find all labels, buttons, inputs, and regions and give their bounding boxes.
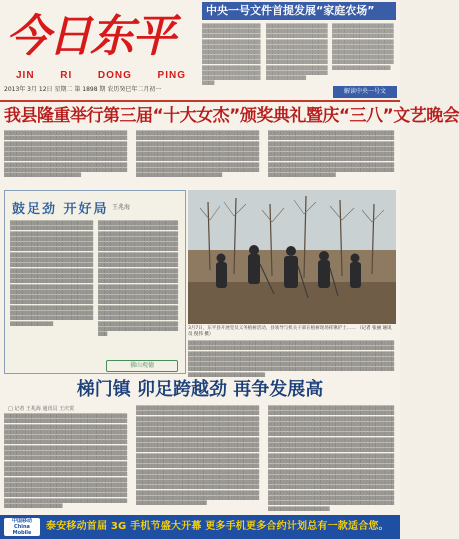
commentary-author: 王兆海 <box>112 204 131 211</box>
photo-credit: （记者 张丽 通讯员 倪伟 摄） <box>188 326 392 337</box>
top-story-text-col-3: ▒▒▒▒▒▒▒▒▒▒▒▒▒▒▒▒▒▒▒▒▒▒▒▒▒▒▒▒▒▒▒▒▒▒▒▒▒▒▒▒▒▒▒▒▒▒▒▒▒▒▒▒▒▒▒▒▒▒▒▒▒▒▒▒▒▒▒▒▒▒▒▒▒▒▒▒▒▒▒▒▒▒▒▒▒▒▒▒▒▒▒▒▒▒▒▒▒▒▒▒▒▒▒▒▒▒▒▒▒▒▒▒▒▒▒▒▒▒▒▒▒▒▒▒▒▒▒▒▒▒▒▒▒▒▒▒▒▒▒▒▒▒▒▒▒▒▒▒▒▒▒▒▒▒▒▒▒▒▒▒▒▒▒▒▒▒▒▒▒▒▒▒▒▒▒▒▒▒▒ <box>332 23 394 70</box>
top-story-text-col-1: ▒▒▒▒▒▒▒▒▒▒▒▒▒▒▒▒▒▒▒▒▒▒▒▒▒▒▒▒▒▒▒▒▒▒▒▒▒▒▒▒▒▒▒▒▒▒▒▒▒▒▒▒▒▒▒▒▒▒▒▒▒▒▒▒▒▒▒▒▒▒▒▒▒▒▒▒▒▒▒▒▒▒▒▒▒▒▒▒▒▒▒▒▒▒▒▒▒▒▒▒▒▒▒▒▒▒▒▒▒▒▒▒▒▒▒▒▒▒▒▒▒▒▒▒▒▒▒▒▒▒▒▒▒▒▒▒▒▒▒▒▒▒▒▒▒▒▒▒▒▒▒▒▒▒▒▒▒▒▒▒▒▒▒▒▒▒▒▒▒▒▒▒▒▒▒▒▒▒▒▒▒▒▒▒▒▒▒▒▒▒▒▒▒▒▒▒▒▒▒▒▒▒▒▒▒▒▒▒▒▒▒▒▒ <box>202 23 261 86</box>
commentary-title[interactable]: 鼓足劲 开好局 <box>12 202 109 217</box>
second-story-text-col-2: ▒▒▒▒▒▒▒▒▒▒▒▒▒▒▒▒▒▒▒▒▒▒▒▒▒▒▒▒▒▒▒▒▒▒▒▒▒▒▒▒▒▒▒▒▒▒▒▒▒▒▒▒▒▒▒▒▒▒▒▒▒▒▒▒▒▒▒▒▒▒▒▒▒▒▒▒▒▒▒▒▒▒▒▒▒▒▒▒▒▒▒▒▒▒▒▒▒▒▒▒▒▒▒▒▒▒▒▒▒▒▒▒▒▒▒▒▒▒▒▒▒▒▒▒▒▒▒▒▒▒▒▒▒▒▒▒▒▒▒▒▒▒▒▒▒▒▒▒▒▒▒▒▒▒▒▒▒▒▒▒▒▒▒▒▒▒▒▒▒▒▒▒▒▒▒▒▒▒▒▒▒▒▒▒▒▒▒▒▒▒▒▒▒▒▒▒▒▒▒▒▒▒▒▒▒▒▒▒▒▒▒▒▒▒▒▒▒▒▒▒▒▒▒▒▒▒▒▒▒▒▒▒▒▒▒▒▒▒▒▒▒▒▒▒▒▒▒▒▒▒▒▒▒▒▒▒▒▒▒▒▒▒▒▒▒▒▒▒▒▒▒▒▒▒▒▒▒▒▒▒▒▒▒▒▒▒▒▒▒▒▒▒▒▒▒▒▒▒▒▒▒▒▒▒▒▒▒▒▒▒▒▒▒▒▒▒▒▒▒▒▒▒▒▒▒▒▒▒▒▒▒▒▒▒▒▒▒▒▒▒▒▒▒▒▒▒▒▒▒▒▒▒▒▒▒▒▒▒▒▒▒▒▒▒▒▒▒▒▒▒▒▒▒▒▒▒▒▒▒▒▒▒▒▒▒▒▒▒▒▒▒▒▒▒▒▒▒▒▒▒▒▒▒▒▒▒▒▒▒▒▒▒▒▒▒▒▒▒▒▒▒▒▒▒▒▒▒▒▒▒▒▒▒▒▒▒▒▒▒▒▒▒▒▒▒▒▒▒▒▒▒▒▒▒▒▒▒▒▒▒▒▒▒▒▒▒▒▒▒▒▒▒▒▒▒▒▒▒▒▒▒▒▒▒▒▒▒▒▒▒▒▒▒▒▒▒▒▒▒▒▒▒▒▒▒▒▒▒▒▒▒▒▒▒▒▒▒▒▒▒▒▒▒▒▒▒▒▒▒▒▒▒▒▒▒▒▒▒▒▒▒▒▒▒▒▒▒▒▒▒▒▒▒▒▒▒▒▒▒▒▒▒▒▒▒▒▒▒▒▒▒▒▒▒▒▒▒▒▒▒▒▒▒▒▒▒▒▒▒▒▒▒▒▒▒▒▒▒▒▒▒▒▒▒▒▒▒▒▒▒▒▒▒▒▒▒▒▒▒▒▒▒▒▒▒▒▒▒▒▒▒▒▒▒▒▒▒▒▒▒▒▒▒▒▒▒▒▒▒▒▒▒▒▒▒▒▒▒▒▒▒▒▒▒▒▒▒▒▒▒▒▒▒▒▒▒▒▒▒▒▒▒▒▒▒▒▒▒▒▒▒▒▒▒▒▒▒▒▒▒▒▒▒▒▒▒▒▒▒▒▒▒▒▒▒▒▒▒▒▒▒▒▒▒▒▒▒▒▒▒▒▒▒▒▒▒▒▒▒▒▒▒▒ <box>136 405 260 506</box>
photo-caption-text-body: ▒▒▒▒▒▒▒▒▒▒▒▒▒▒▒▒▒▒▒▒▒▒▒▒▒▒▒▒▒▒▒▒▒▒▒▒▒▒▒▒▒▒▒▒▒▒▒▒▒▒▒▒▒▒▒▒▒▒▒▒▒▒▒▒▒▒▒▒▒▒▒▒▒▒▒▒▒▒▒▒▒▒▒▒▒▒▒▒▒▒▒▒▒▒▒▒▒▒▒▒▒▒▒▒▒▒▒▒▒▒▒▒▒▒▒▒▒▒▒▒▒▒▒▒▒▒▒▒▒▒▒▒▒▒▒▒▒▒▒▒▒▒▒▒▒▒▒▒▒▒▒▒▒▒▒▒▒▒▒▒▒▒▒▒▒▒▒▒▒▒▒▒▒▒▒▒▒▒▒▒▒▒▒▒▒▒▒▒▒▒▒▒▒▒▒▒▒▒▒▒▒▒▒▒▒▒▒▒▒▒▒▒▒▒▒▒▒▒▒▒▒▒▒▒▒▒▒▒▒▒▒▒▒▒▒▒▒▒▒▒▒▒▒▒▒▒▒▒▒▒▒▒▒▒▒▒▒▒▒▒▒▒▒▒▒▒▒▒▒▒▒▒▒▒▒▒▒▒▒▒▒▒▒▒▒▒▒▒▒▒▒▒▒▒▒▒▒▒▒▒▒▒▒▒▒▒▒▒▒▒▒▒▒▒▒▒▒▒▒▒▒▒▒▒▒▒▒▒▒▒▒▒▒▒▒▒▒▒▒▒▒▒▒▒▒▒▒▒▒▒▒▒▒▒▒▒▒▒▒▒▒▒▒▒▒▒▒▒▒▒▒▒▒▒▒▒▒▒▒▒▒▒▒▒▒▒▒▒▒▒▒▒▒▒▒▒▒▒▒▒▒▒▒▒▒▒▒▒▒▒▒▒▒▒▒▒▒▒▒▒▒▒▒▒▒▒▒ <box>188 340 395 377</box>
photo-caption-text: 3月7日，东平县开展党员义务植树活动，县领导与机关干部在植树现场挥锹铲土…… <box>188 326 356 331</box>
main-headline[interactable]: 我县隆重举行第三届“十大女杰”颁奖典礼暨庆“三八”文艺晚会 <box>4 106 459 126</box>
ad-text[interactable]: 泰安移动首届 3G 手机节盛大开幕 更多手机更多合约计划总有一款适合您。 <box>46 521 389 532</box>
china-mobile-logo: 中国移动 China Mobile <box>4 518 40 536</box>
photo-caption <box>188 326 396 337</box>
pinyin-4: PING <box>157 70 186 81</box>
main-story-text-col-1: ▒▒▒▒▒▒▒▒▒▒▒▒▒▒▒▒▒▒▒▒▒▒▒▒▒▒▒▒▒▒▒▒▒▒▒▒▒▒▒▒▒▒▒▒▒▒▒▒▒▒▒▒▒▒▒▒▒▒▒▒▒▒▒▒▒▒▒▒▒▒▒▒▒▒▒▒▒▒▒▒▒▒▒▒▒▒▒▒▒▒▒▒▒▒▒▒▒▒▒▒▒▒▒▒▒▒▒▒▒▒▒▒▒▒▒▒▒▒▒▒▒▒▒▒▒▒▒▒▒▒▒▒▒▒▒▒▒▒▒▒▒▒▒▒▒▒▒▒▒▒▒▒▒▒▒▒▒▒▒▒▒▒▒▒▒▒▒▒▒▒▒▒▒▒▒▒▒▒▒▒▒▒▒▒▒▒▒▒▒▒▒▒▒▒▒▒▒▒▒▒▒▒▒▒▒▒▒▒▒▒▒▒▒▒▒▒▒▒▒▒▒▒▒▒▒▒▒▒▒▒▒▒▒▒▒▒▒▒▒▒▒▒▒▒▒▒▒▒▒▒▒▒▒▒▒▒▒▒▒▒▒▒▒▒▒▒▒▒▒▒▒▒▒▒▒▒▒▒▒▒▒▒▒▒▒▒▒▒▒▒▒▒▒▒▒▒▒▒▒▒▒▒▒▒▒▒▒▒▒▒▒▒▒▒▒▒▒▒▒▒▒▒▒▒▒▒▒▒▒▒▒▒▒▒▒▒▒▒▒▒▒▒▒▒▒ <box>4 130 128 178</box>
commentary-text-col-2: ▒▒▒▒▒▒▒▒▒▒▒▒▒▒▒▒▒▒▒▒▒▒▒▒▒▒▒▒▒▒▒▒▒▒▒▒▒▒▒▒▒▒▒▒▒▒▒▒▒▒▒▒▒▒▒▒▒▒▒▒▒▒▒▒▒▒▒▒▒▒▒▒▒▒▒▒▒▒▒▒▒▒▒▒▒▒▒▒▒▒▒▒▒▒▒▒▒▒▒▒▒▒▒▒▒▒▒▒▒▒▒▒▒▒▒▒▒▒▒▒▒▒▒▒▒▒▒▒▒▒▒▒▒▒▒▒▒▒▒▒▒▒▒▒▒▒▒▒▒▒▒▒▒▒▒▒▒▒▒▒▒▒▒▒▒▒▒▒▒▒▒▒▒▒▒▒▒▒▒▒▒▒▒▒▒▒▒▒▒▒▒▒▒▒▒▒▒▒▒▒▒▒▒▒▒▒▒▒▒▒▒▒▒▒▒▒▒▒▒▒▒▒▒▒▒▒▒▒▒▒▒▒▒▒▒▒▒▒▒▒▒▒▒▒▒▒▒▒▒▒▒▒▒▒▒▒▒▒▒▒▒▒▒▒▒▒▒▒▒▒▒▒▒▒▒▒▒▒▒▒▒▒▒▒▒▒▒▒▒▒▒▒▒▒▒▒▒▒▒▒▒▒▒▒▒▒▒▒▒▒▒▒▒▒▒▒▒▒▒▒▒▒▒▒▒▒▒▒▒▒▒▒▒▒▒▒▒▒▒▒▒▒▒▒▒▒▒▒▒▒▒▒▒▒▒▒▒▒▒▒▒▒▒▒▒▒▒▒▒▒▒▒▒▒▒▒▒▒▒▒▒▒▒▒▒▒▒▒▒▒▒▒▒▒▒▒▒▒▒▒▒▒▒▒▒▒▒▒▒▒▒▒▒▒▒▒▒▒▒▒▒▒▒▒▒▒▒▒▒▒▒▒▒▒▒▒▒▒▒▒▒▒▒▒▒▒▒▒▒▒▒▒▒▒▒▒▒▒▒▒▒▒▒▒▒▒▒▒▒▒▒▒▒▒▒▒▒▒▒▒▒▒▒▒▒▒▒▒▒▒▒▒▒▒▒▒▒▒▒▒▒▒▒▒▒▒▒▒▒▒▒▒▒▒▒▒▒▒▒▒▒▒▒▒▒▒▒▒▒▒▒▒▒▒▒▒▒▒▒▒▒▒▒▒▒▒▒▒▒ <box>98 220 178 337</box>
top-story-text-col-2: ▒▒▒▒▒▒▒▒▒▒▒▒▒▒▒▒▒▒▒▒▒▒▒▒▒▒▒▒▒▒▒▒▒▒▒▒▒▒▒▒▒▒▒▒▒▒▒▒▒▒▒▒▒▒▒▒▒▒▒▒▒▒▒▒▒▒▒▒▒▒▒▒▒▒▒▒▒▒▒▒▒▒▒▒▒▒▒▒▒▒▒▒▒▒▒▒▒▒▒▒▒▒▒▒▒▒▒▒▒▒▒▒▒▒▒▒▒▒▒▒▒▒▒▒▒▒▒▒▒▒▒▒▒▒▒▒▒▒▒▒▒▒▒▒▒▒▒▒▒▒▒▒▒▒▒▒▒▒▒▒▒▒▒▒▒▒▒▒▒▒▒▒▒▒▒▒▒▒▒▒▒▒▒▒▒▒▒▒▒▒▒▒▒▒▒▒▒▒▒▒▒▒▒▒▒▒▒▒▒▒▒▒▒ <box>266 23 328 81</box>
second-story-text-col-1: ▒▒▒▒▒▒▒▒▒▒▒▒▒▒▒▒▒▒▒▒▒▒▒▒▒▒▒▒▒▒▒▒▒▒▒▒▒▒▒▒▒▒▒▒▒▒▒▒▒▒▒▒▒▒▒▒▒▒▒▒▒▒▒▒▒▒▒▒▒▒▒▒▒▒▒▒▒▒▒▒▒▒▒▒▒▒▒▒▒▒▒▒▒▒▒▒▒▒▒▒▒▒▒▒▒▒▒▒▒▒▒▒▒▒▒▒▒▒▒▒▒▒▒▒▒▒▒▒▒▒▒▒▒▒▒▒▒▒▒▒▒▒▒▒▒▒▒▒▒▒▒▒▒▒▒▒▒▒▒▒▒▒▒▒▒▒▒▒▒▒▒▒▒▒▒▒▒▒▒▒▒▒▒▒▒▒▒▒▒▒▒▒▒▒▒▒▒▒▒▒▒▒▒▒▒▒▒▒▒▒▒▒▒▒▒▒▒▒▒▒▒▒▒▒▒▒▒▒▒▒▒▒▒▒▒▒▒▒▒▒▒▒▒▒▒▒▒▒▒▒▒▒▒▒▒▒▒▒▒▒▒▒▒▒▒▒▒▒▒▒▒▒▒▒▒▒▒▒▒▒▒▒▒▒▒▒▒▒▒▒▒▒▒▒▒▒▒▒▒▒▒▒▒▒▒▒▒▒▒▒▒▒▒▒▒▒▒▒▒▒▒▒▒▒▒▒▒▒▒▒▒▒▒▒▒▒▒▒▒▒▒▒▒▒▒▒▒▒▒▒▒▒▒▒▒▒▒▒▒▒▒▒▒▒▒▒▒▒▒▒▒▒▒▒▒▒▒▒▒▒▒▒▒▒▒▒▒▒▒▒▒▒▒▒▒▒▒▒▒▒▒▒▒▒▒▒▒▒▒▒▒▒▒▒▒▒▒▒▒▒▒▒▒▒▒▒▒▒▒▒▒▒▒▒▒▒▒▒▒▒▒▒▒▒▒▒▒▒▒▒▒▒▒▒▒▒▒▒▒▒▒▒▒▒▒▒▒▒▒▒▒▒▒▒▒▒▒▒▒▒▒▒▒▒▒▒▒▒▒▒▒▒▒▒▒▒▒▒▒▒▒▒▒▒▒▒▒▒▒▒▒▒▒▒▒▒▒▒▒▒▒▒▒▒▒▒▒▒▒▒▒▒▒▒▒▒▒▒▒▒▒▒▒▒▒▒▒▒▒▒▒▒▒▒▒▒▒▒▒▒▒▒▒▒▒▒▒▒▒▒▒▒▒▒▒▒▒▒▒▒▒▒▒▒▒▒▒▒▒▒▒▒▒▒▒▒▒▒▒▒▒▒▒▒▒▒▒▒▒▒▒▒▒▒▒▒▒▒▒▒▒▒▒▒▒▒▒▒▒▒▒▒▒▒▒▒▒▒▒▒▒▒▒▒▒▒▒▒▒▒▒▒▒▒▒▒▒▒▒▒▒▒▒▒▒▒▒▒▒▒▒▒▒▒▒▒▒▒▒▒▒▒▒▒▒▒▒▒▒▒▒▒▒▒▒▒▒▒▒ <box>4 413 128 509</box>
dateline: 2013年 3月 12日 星期二 第 1898 期 农历癸巳年二月初一 <box>4 86 162 93</box>
top-story-headline[interactable]: 中央一号文件首提发展“家庭农场” <box>206 4 375 17</box>
masthead-rule <box>0 100 400 102</box>
tree-planting-photo[interactable] <box>188 190 396 324</box>
main-story-text-col-3: ▒▒▒▒▒▒▒▒▒▒▒▒▒▒▒▒▒▒▒▒▒▒▒▒▒▒▒▒▒▒▒▒▒▒▒▒▒▒▒▒▒▒▒▒▒▒▒▒▒▒▒▒▒▒▒▒▒▒▒▒▒▒▒▒▒▒▒▒▒▒▒▒▒▒▒▒▒▒▒▒▒▒▒▒▒▒▒▒▒▒▒▒▒▒▒▒▒▒▒▒▒▒▒▒▒▒▒▒▒▒▒▒▒▒▒▒▒▒▒▒▒▒▒▒▒▒▒▒▒▒▒▒▒▒▒▒▒▒▒▒▒▒▒▒▒▒▒▒▒▒▒▒▒▒▒▒▒▒▒▒▒▒▒▒▒▒▒▒▒▒▒▒▒▒▒▒▒▒▒▒▒▒▒▒▒▒▒▒▒▒▒▒▒▒▒▒▒▒▒▒▒▒▒▒▒▒▒▒▒▒▒▒▒▒▒▒▒▒▒▒▒▒▒▒▒▒▒▒▒▒▒▒▒▒▒▒▒▒▒▒▒▒▒▒▒▒▒▒▒▒▒▒▒▒▒▒▒▒▒▒▒▒▒▒▒▒▒▒▒▒▒▒▒▒▒▒▒▒▒▒▒▒▒▒▒▒▒▒▒▒▒▒▒▒▒▒▒▒▒▒▒▒▒▒▒▒▒▒▒▒▒▒▒▒▒▒▒▒▒▒▒▒▒▒▒▒▒▒▒▒▒▒▒▒▒▒▒▒▒▒▒▒▒▒▒▒▒▒▒▒ <box>268 130 395 178</box>
masthead <box>0 0 400 104</box>
second-story-byline: □ 记者 王兆海 通讯员 王庆贺 <box>8 406 75 412</box>
top-story-tag[interactable]: 解读中央一号文 <box>333 86 397 98</box>
second-story-text-col-3: ▒▒▒▒▒▒▒▒▒▒▒▒▒▒▒▒▒▒▒▒▒▒▒▒▒▒▒▒▒▒▒▒▒▒▒▒▒▒▒▒▒▒▒▒▒▒▒▒▒▒▒▒▒▒▒▒▒▒▒▒▒▒▒▒▒▒▒▒▒▒▒▒▒▒▒▒▒▒▒▒▒▒▒▒▒▒▒▒▒▒▒▒▒▒▒▒▒▒▒▒▒▒▒▒▒▒▒▒▒▒▒▒▒▒▒▒▒▒▒▒▒▒▒▒▒▒▒▒▒▒▒▒▒▒▒▒▒▒▒▒▒▒▒▒▒▒▒▒▒▒▒▒▒▒▒▒▒▒▒▒▒▒▒▒▒▒▒▒▒▒▒▒▒▒▒▒▒▒▒▒▒▒▒▒▒▒▒▒▒▒▒▒▒▒▒▒▒▒▒▒▒▒▒▒▒▒▒▒▒▒▒▒▒▒▒▒▒▒▒▒▒▒▒▒▒▒▒▒▒▒▒▒▒▒▒▒▒▒▒▒▒▒▒▒▒▒▒▒▒▒▒▒▒▒▒▒▒▒▒▒▒▒▒▒▒▒▒▒▒▒▒▒▒▒▒▒▒▒▒▒▒▒▒▒▒▒▒▒▒▒▒▒▒▒▒▒▒▒▒▒▒▒▒▒▒▒▒▒▒▒▒▒▒▒▒▒▒▒▒▒▒▒▒▒▒▒▒▒▒▒▒▒▒▒▒▒▒▒▒▒▒▒▒▒▒▒▒▒▒▒▒▒▒▒▒▒▒▒▒▒▒▒▒▒▒▒▒▒▒▒▒▒▒▒▒▒▒▒▒▒▒▒▒▒▒▒▒▒▒▒▒▒▒▒▒▒▒▒▒▒▒▒▒▒▒▒▒▒▒▒▒▒▒▒▒▒▒▒▒▒▒▒▒▒▒▒▒▒▒▒▒▒▒▒▒▒▒▒▒▒▒▒▒▒▒▒▒▒▒▒▒▒▒▒▒▒▒▒▒▒▒▒▒▒▒▒▒▒▒▒▒▒▒▒▒▒▒▒▒▒▒▒▒▒▒▒▒▒▒▒▒▒▒▒▒▒▒▒▒▒▒▒▒▒▒▒▒▒▒▒▒▒▒▒▒▒▒▒▒▒▒▒▒▒▒▒▒▒▒▒▒▒▒▒▒▒▒▒▒▒▒▒▒▒▒▒▒▒▒▒▒▒▒▒▒▒▒▒▒▒▒▒▒▒▒▒▒▒▒▒▒▒▒▒▒▒▒▒▒▒▒▒▒▒▒▒▒▒▒▒▒▒▒▒▒▒▒▒▒▒▒▒▒▒▒▒▒▒▒▒▒▒▒▒▒▒▒▒▒▒▒▒▒▒▒▒▒▒▒▒▒▒▒▒▒▒▒▒▒▒▒▒▒▒▒▒▒▒▒▒▒▒▒▒▒▒▒▒▒▒▒▒▒▒▒▒▒▒▒▒▒▒▒▒▒▒▒▒▒▒▒▒▒▒▒▒▒▒▒▒▒▒▒▒▒▒▒▒▒▒▒▒▒▒▒▒▒▒▒▒▒▒▒▒▒▒▒▒▒▒▒▒▒▒▒▒▒▒▒▒▒▒▒▒▒▒▒▒▒▒▒▒▒▒▒▒▒▒▒▒▒▒▒▒▒▒▒▒▒▒▒▒▒▒▒▒▒▒▒▒▒▒▒▒▒▒▒▒▒▒▒▒▒▒▒▒▒▒▒▒▒▒▒▒▒▒▒▒▒ <box>268 405 395 511</box>
main-story-text-col-2: ▒▒▒▒▒▒▒▒▒▒▒▒▒▒▒▒▒▒▒▒▒▒▒▒▒▒▒▒▒▒▒▒▒▒▒▒▒▒▒▒▒▒▒▒▒▒▒▒▒▒▒▒▒▒▒▒▒▒▒▒▒▒▒▒▒▒▒▒▒▒▒▒▒▒▒▒▒▒▒▒▒▒▒▒▒▒▒▒▒▒▒▒▒▒▒▒▒▒▒▒▒▒▒▒▒▒▒▒▒▒▒▒▒▒▒▒▒▒▒▒▒▒▒▒▒▒▒▒▒▒▒▒▒▒▒▒▒▒▒▒▒▒▒▒▒▒▒▒▒▒▒▒▒▒▒▒▒▒▒▒▒▒▒▒▒▒▒▒▒▒▒▒▒▒▒▒▒▒▒▒▒▒▒▒▒▒▒▒▒▒▒▒▒▒▒▒▒▒▒▒▒▒▒▒▒▒▒▒▒▒▒▒▒▒▒▒▒▒▒▒▒▒▒▒▒▒▒▒▒▒▒▒▒▒▒▒▒▒▒▒▒▒▒▒▒▒▒▒▒▒▒▒▒▒▒▒▒▒▒▒▒▒▒▒▒▒▒▒▒▒▒▒▒▒▒▒▒▒▒▒▒▒▒▒▒▒▒▒▒▒▒▒▒▒▒▒▒▒▒▒▒▒▒▒▒▒▒▒▒▒▒▒▒▒▒▒▒▒▒▒▒▒▒▒▒▒▒▒▒▒▒▒▒▒▒▒▒▒▒▒▒▒▒▒▒▒▒▒ <box>136 130 260 178</box>
pinyin-3: DONG <box>97 70 132 81</box>
pinyin-1: JIN <box>16 70 35 81</box>
pinyin-2: RI <box>60 70 73 81</box>
newspaper-logo: 今日东平 <box>6 11 174 62</box>
photo-illustration <box>188 190 396 324</box>
second-headline[interactable]: 梯门镇 卯足跨越劲 再争发展高 <box>76 379 324 400</box>
commentary-text-col-1: ▒▒▒▒▒▒▒▒▒▒▒▒▒▒▒▒▒▒▒▒▒▒▒▒▒▒▒▒▒▒▒▒▒▒▒▒▒▒▒▒▒▒▒▒▒▒▒▒▒▒▒▒▒▒▒▒▒▒▒▒▒▒▒▒▒▒▒▒▒▒▒▒▒▒▒▒▒▒▒▒▒▒▒▒▒▒▒▒▒▒▒▒▒▒▒▒▒▒▒▒▒▒▒▒▒▒▒▒▒▒▒▒▒▒▒▒▒▒▒▒▒▒▒▒▒▒▒▒▒▒▒▒▒▒▒▒▒▒▒▒▒▒▒▒▒▒▒▒▒▒▒▒▒▒▒▒▒▒▒▒▒▒▒▒▒▒▒▒▒▒▒▒▒▒▒▒▒▒▒▒▒▒▒▒▒▒▒▒▒▒▒▒▒▒▒▒▒▒▒▒▒▒▒▒▒▒▒▒▒▒▒▒▒▒▒▒▒▒▒▒▒▒▒▒▒▒▒▒▒▒▒▒▒▒▒▒▒▒▒▒▒▒▒▒▒▒▒▒▒▒▒▒▒▒▒▒▒▒▒▒▒▒▒▒▒▒▒▒▒▒▒▒▒▒▒▒▒▒▒▒▒▒▒▒▒▒▒▒▒▒▒▒▒▒▒▒▒▒▒▒▒▒▒▒▒▒▒▒▒▒▒▒▒▒▒▒▒▒▒▒▒▒▒▒▒▒▒▒▒▒▒▒▒▒▒▒▒▒▒▒▒▒▒▒▒▒▒▒▒▒▒▒▒▒▒▒▒▒▒▒▒▒▒▒▒▒▒▒▒▒▒▒▒▒▒▒▒▒▒▒▒▒▒▒▒▒▒▒▒▒▒▒▒▒▒▒▒▒▒▒▒▒▒▒▒▒▒▒▒▒▒▒▒▒▒▒▒▒▒▒▒▒▒▒▒▒▒▒▒▒▒▒▒▒▒▒▒▒▒▒▒▒▒▒▒▒▒▒▒▒▒▒▒▒▒▒▒▒▒▒▒▒▒▒▒▒▒▒▒▒▒▒▒▒▒▒▒▒▒▒▒▒▒▒▒▒▒▒▒▒▒▒▒▒▒▒▒▒▒▒▒▒▒▒▒▒▒▒▒▒▒▒▒▒▒▒▒▒▒▒▒▒▒▒▒▒▒ <box>10 220 94 326</box>
logo-pinyin <box>16 70 186 81</box>
commentary-stamp: 佛山观德 <box>106 360 178 372</box>
